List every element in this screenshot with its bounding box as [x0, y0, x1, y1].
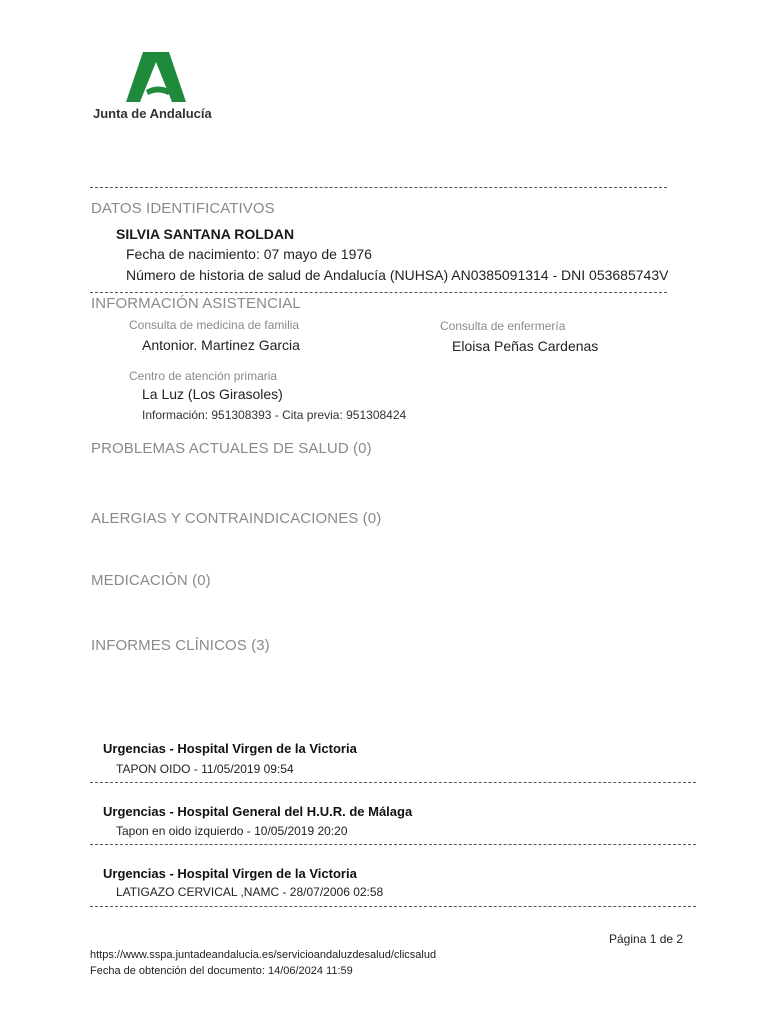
informe-title: Urgencias - Hospital Virgen de la Victoria	[103, 741, 357, 756]
centro-value: La Luz (Los Girasoles)	[142, 386, 283, 402]
informe-title: Urgencias - Hospital General del H.U.R. de Málaga	[103, 804, 413, 819]
footer-date: Fecha de obtención del documento: 14/06/2024 11:59	[90, 965, 353, 977]
separator	[90, 292, 667, 293]
footer-url[interactable]: https://www.sspa.juntadeandalucia.es/servicioandaluzdesalud/clicsalud	[90, 949, 437, 961]
separator	[90, 906, 696, 907]
section-asistencial-title: INFORMACIÓN ASISTENCIAL	[91, 295, 301, 312]
birth-date: Fecha de nacimiento: 07 mayo de 1976	[126, 246, 372, 262]
centro-info: Información: 951308393 - Cita previa: 951308424	[142, 408, 407, 422]
section-medicacion-title: MEDICACIÓN (0)	[91, 572, 211, 589]
separator	[90, 844, 696, 845]
enfermeria-value: Eloisa Peñas Cardenas	[452, 338, 599, 354]
junta-a-icon	[126, 50, 186, 102]
patient-ids: Número de historia de salud de Andalucía (NUHSA) AN0385091314 - DNI 053685743V	[126, 267, 669, 283]
logo-text: Junta de Andalucía	[93, 106, 212, 121]
separator	[90, 782, 696, 783]
section-informes-title: INFORMES CLÍNICOS (3)	[91, 637, 270, 654]
informe-title: Urgencias - Hospital Virgen de la Victoria	[103, 866, 357, 881]
section-datos-title: DATOS IDENTIFICATIVOS	[91, 200, 275, 217]
centro-label: Centro de atención primaria	[129, 369, 278, 383]
section-problemas-title: PROBLEMAS ACTUALES DE SALUD (0)	[91, 440, 372, 457]
junta-logo	[92, 50, 222, 126]
enfermeria-label: Consulta de enfermería	[440, 319, 566, 333]
patient-name: SILVIA SANTANA ROLDAN	[116, 226, 295, 242]
section-alergias-title: ALERGIAS Y CONTRAINDICACIONES (0)	[91, 510, 382, 527]
informe-detail: Tapon en oido izquierdo - 10/05/2019 20:20	[116, 824, 348, 838]
medicina-label: Consulta de medicina de familia	[129, 318, 300, 332]
informe-detail: LATIGAZO CERVICAL ,NAMC - 28/07/2006 02:58	[116, 885, 384, 899]
informe-detail: TAPON OIDO - 11/05/2019 09:54	[116, 762, 294, 776]
separator	[90, 187, 667, 188]
medicina-value: Antonior. Martinez Garcia	[142, 337, 300, 353]
page-number: Página 1 de 2	[609, 932, 684, 946]
